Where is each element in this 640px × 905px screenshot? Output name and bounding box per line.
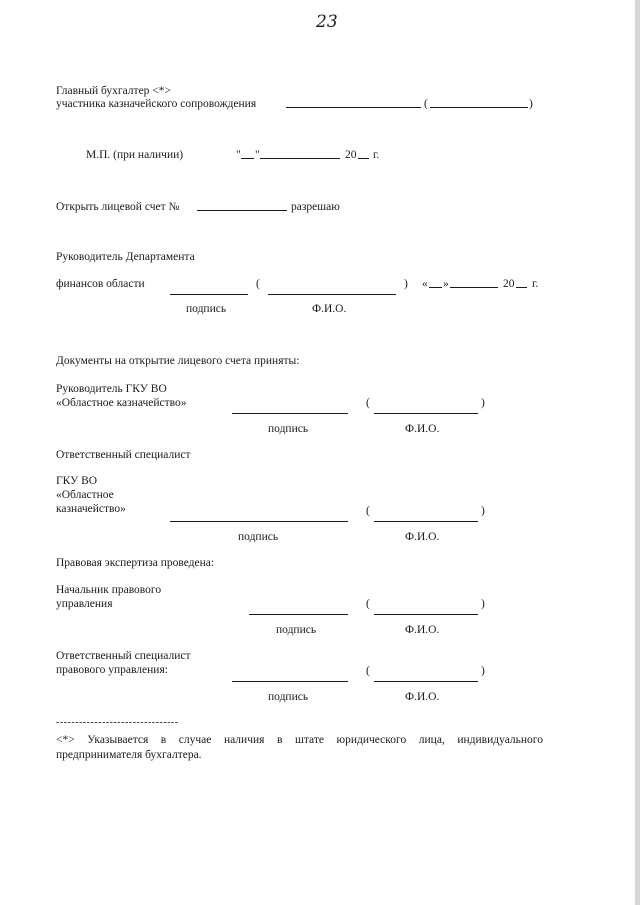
paren-close: )	[529, 98, 533, 110]
legal-head-title: Начальник правового	[56, 584, 162, 596]
footnote-separator: --------------------------------	[56, 717, 179, 728]
legal-specialist-signature-line[interactable]	[232, 681, 348, 682]
chief-accountant-signature-line[interactable]	[286, 107, 421, 108]
date-year-line[interactable]	[358, 158, 369, 159]
paren-open: (	[366, 397, 370, 409]
date-quote-open: «	[422, 278, 428, 290]
date-month-line[interactable]	[450, 287, 498, 288]
chief-accountant-name-line[interactable]	[430, 107, 528, 108]
date-year-suffix: г.	[532, 278, 539, 290]
specialist-signature-line[interactable]	[170, 521, 348, 522]
paren-close: )	[481, 665, 485, 677]
date-year-line[interactable]	[516, 287, 527, 288]
open-account-label: Открыть лицевой счет №	[56, 201, 180, 213]
name-caption: Ф.И.О.	[405, 531, 440, 543]
name-caption: Ф.И.О.	[312, 303, 347, 315]
paren-open: (	[366, 505, 370, 517]
scan-edge	[635, 0, 640, 905]
date-year-prefix: 20	[345, 149, 357, 161]
legal-head-signature-line[interactable]	[249, 614, 348, 615]
signature-caption: подпись	[268, 423, 309, 435]
date-year-prefix: 20	[503, 278, 515, 290]
legal-review-heading: Правовая экспертиза проведена:	[56, 557, 215, 569]
paren-close: )	[481, 505, 485, 517]
signature-caption: подпись	[268, 691, 309, 703]
department-head-signature-line[interactable]	[170, 294, 248, 295]
legal-specialist-title: Ответственный специалист	[56, 650, 191, 662]
date-year-suffix: г.	[373, 149, 380, 161]
legal-head-org: управления	[56, 598, 113, 610]
specialist-org-line3: казначейство»	[56, 503, 126, 515]
paren-close: )	[404, 278, 408, 290]
signature-caption: подпись	[186, 303, 227, 315]
specialist-name-line[interactable]	[374, 521, 478, 522]
chief-accountant-org: участника казначейского сопровождения	[56, 98, 257, 110]
date-quote-close: "	[255, 149, 260, 161]
date-quote-close: »	[443, 278, 449, 290]
paren-close: )	[481, 397, 485, 409]
date-quote-open: "	[236, 149, 241, 161]
department-head-title: Руководитель Департамента	[56, 251, 195, 263]
specialist-org-line2: «Областное	[56, 489, 114, 501]
treasury-head-title: Руководитель ГКУ ВО	[56, 383, 167, 395]
paren-open: (	[256, 278, 260, 290]
legal-specialist-name-line[interactable]	[374, 681, 478, 682]
footnote-text: <*> Указывается в случае наличия в штате юридического лица, индивидуального предпринимателя бухгалтера.	[56, 734, 543, 761]
account-number-line[interactable]	[197, 210, 287, 211]
specialist-org-line1: ГКУ ВО	[56, 475, 98, 487]
signature-caption: подпись	[276, 624, 317, 636]
treasury-head-signature-line[interactable]	[232, 413, 348, 414]
signature-caption: подпись	[238, 531, 279, 543]
date-day-line[interactable]	[241, 158, 254, 159]
paren-open: (	[366, 598, 370, 610]
paren-close: )	[481, 598, 485, 610]
chief-accountant-title: Главный бухгалтер <*>	[56, 85, 172, 97]
docs-accepted-heading: Документы на открытие лицевого счета приняты:	[56, 355, 300, 367]
legal-specialist-org: правового управления:	[56, 664, 168, 676]
department-head-name-line[interactable]	[268, 294, 396, 295]
stamp-label: М.П. (при наличии)	[86, 149, 184, 161]
date-day-line[interactable]	[429, 287, 442, 288]
treasury-head-name-line[interactable]	[374, 413, 478, 414]
paren-open: (	[366, 665, 370, 677]
paren-open: (	[424, 98, 428, 110]
name-caption: Ф.И.О.	[405, 691, 440, 703]
name-caption: Ф.И.О.	[405, 423, 440, 435]
department-head-org: финансов области	[56, 278, 145, 290]
date-month-line[interactable]	[260, 158, 340, 159]
name-caption: Ф.И.О.	[405, 624, 440, 636]
legal-head-name-line[interactable]	[374, 614, 478, 615]
specialist-title: Ответственный специалист	[56, 449, 191, 461]
permit-text: разрешаю	[291, 201, 340, 213]
page-number: 23	[316, 12, 338, 32]
treasury-head-org: «Областное казначейство»	[56, 397, 187, 409]
